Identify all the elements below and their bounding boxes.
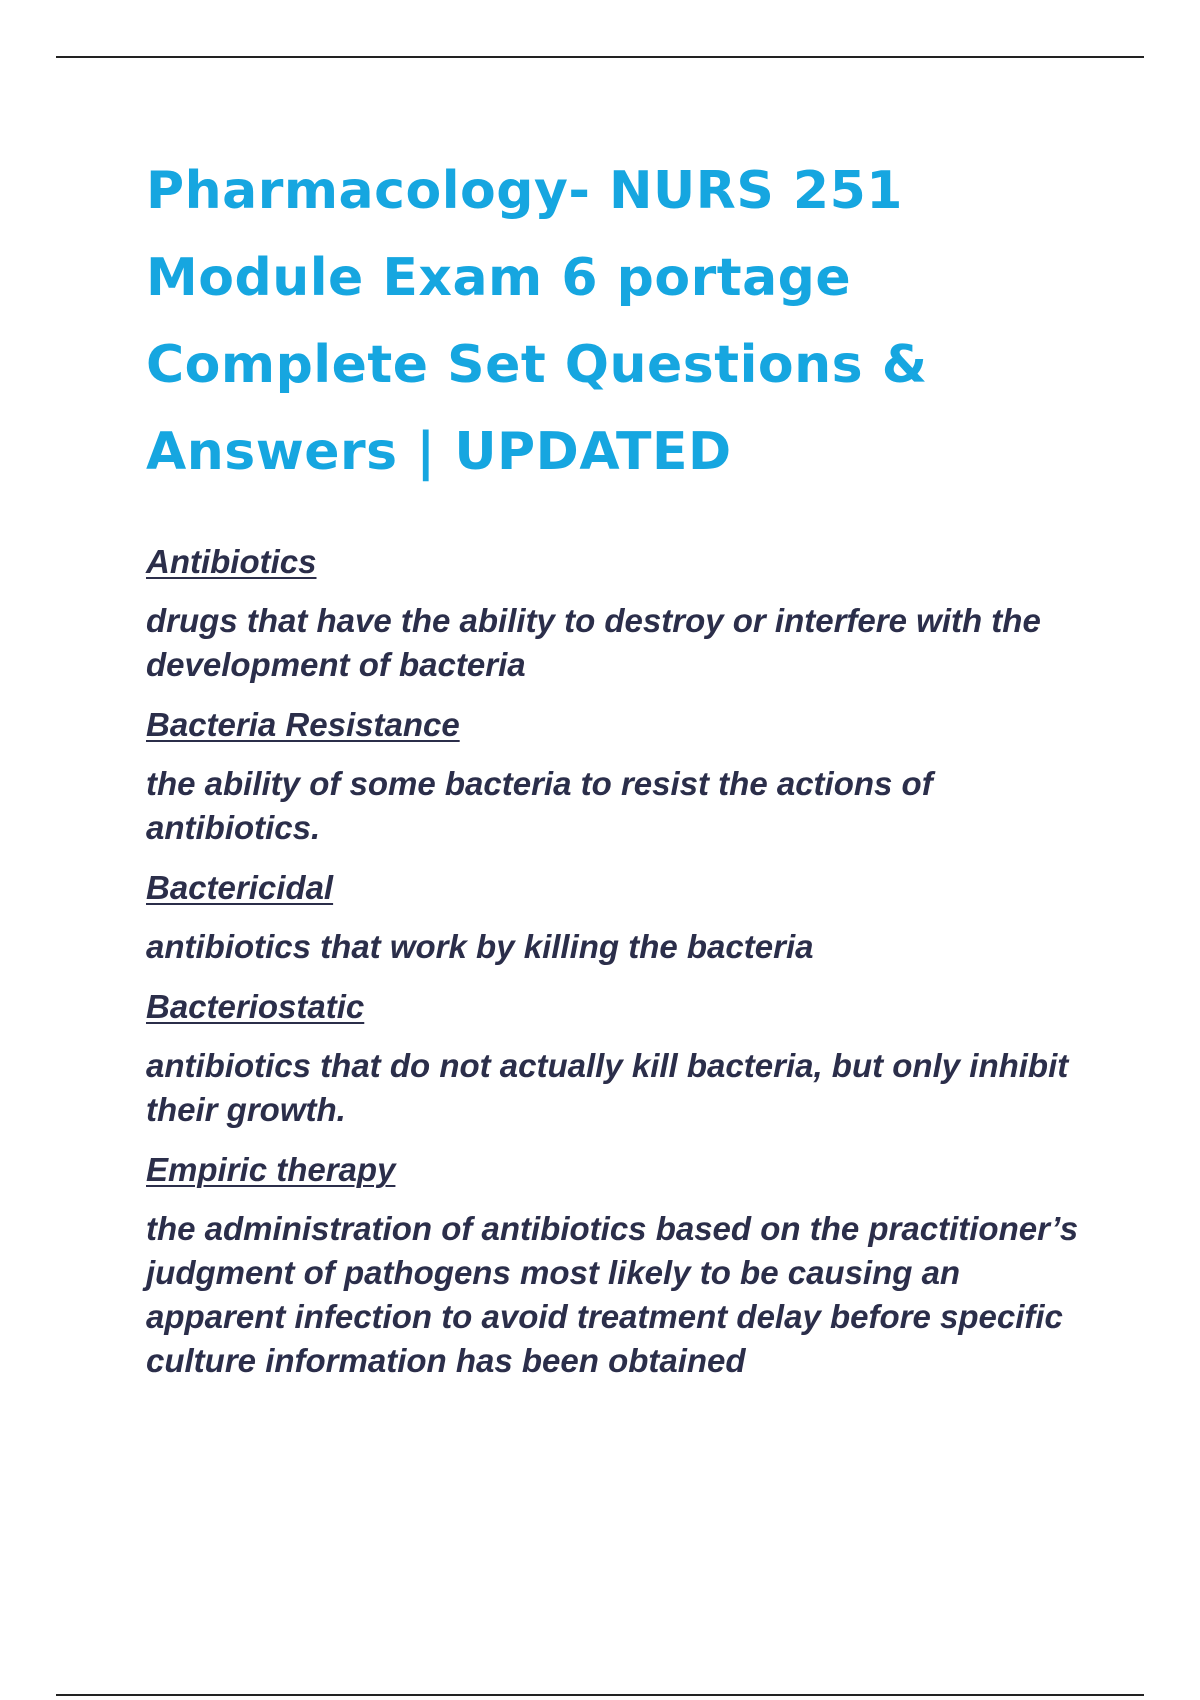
glossary-entry-bactericidal bbox=[146, 866, 1106, 969]
glossary bbox=[146, 540, 1106, 1399]
title-line: Pharmacology- NURS 251 bbox=[146, 161, 903, 221]
glossary-definition: the administration of antibiotics based on the practitioner’s judgment of pathogens most likely to be causing an apparent infection to avoid treatment delay before specific culture information has been obtained bbox=[146, 1210, 1079, 1379]
document-title bbox=[146, 148, 1106, 496]
glossary-term: Bacteriostatic bbox=[146, 988, 365, 1025]
bottom-rule bbox=[56, 1694, 1144, 1696]
glossary-definition: drugs that have the ability to destroy or interfere with the development of bacteria bbox=[146, 602, 1041, 683]
glossary-term: Bacteria Resistance bbox=[146, 706, 460, 743]
glossary-term: Empiric therapy bbox=[146, 1151, 396, 1188]
glossary-entry-bacteriostatic bbox=[146, 985, 1106, 1132]
glossary-definition: the ability of some bacteria to resist the actions of antibiotics. bbox=[146, 765, 933, 846]
glossary-entry-bacteria-resistance bbox=[146, 703, 1106, 850]
glossary-definition: antibiotics that do not actually kill bacteria, but only inhibit their growth. bbox=[146, 1047, 1069, 1128]
title-line: Complete Set Questions & bbox=[146, 335, 928, 395]
title-line: Answers | UPDATED bbox=[146, 422, 732, 482]
title-line: Module Exam 6 portage bbox=[146, 248, 852, 308]
glossary-entry-antibiotics bbox=[146, 540, 1106, 687]
glossary-term: Bactericidal bbox=[146, 869, 334, 906]
top-rule bbox=[56, 56, 1144, 58]
glossary-definition: antibiotics that work by killing the bacteria bbox=[146, 928, 814, 965]
glossary-term: Antibiotics bbox=[146, 543, 317, 580]
glossary-entry-empiric-therapy bbox=[146, 1148, 1106, 1383]
